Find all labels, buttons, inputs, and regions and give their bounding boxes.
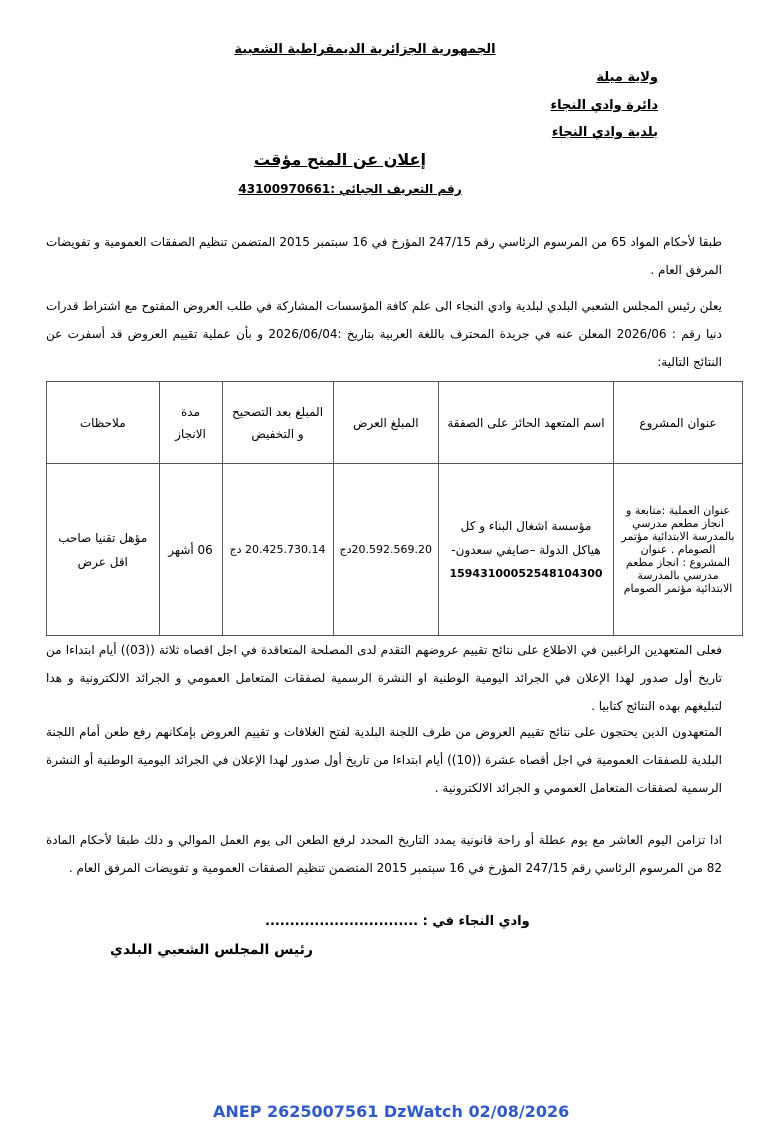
cell-amount: 20.592.569.20دج <box>333 464 438 636</box>
signature-place: وادي النجاء في : ............................... <box>265 914 530 929</box>
header-amount-after: المبلغ بعد التصحيح و التخفيض <box>222 382 333 464</box>
daira-line: دائرة وادي النجاء <box>550 98 658 113</box>
table-row <box>47 464 743 636</box>
cell-project: عنوان العملية :متابعة و انجاز مطعم مدرسي بالمدرسة الابتدائية مؤتمر الصومام . عنوان المشروع : انجاز مطعم مدرسي بالمدرسة الابتدائية مؤتمر الصومام <box>614 464 743 636</box>
intro-paragraph: طبقا لأحكام المواد 65 من المرسوم الرئاسي رقم 247/15 المؤرخ في 16 سبتمبر 2015 المتضمن تنظيم الصفقات العمومية و تفويضات المرفق العام . <box>46 235 722 277</box>
bidder-name: مؤسسة اشغال البناء و كل هياكل الدولة –صايفي سعدون- <box>451 518 601 557</box>
republic-heading: الجمهورية الجزائرية الديمقراطية الشعبية <box>234 42 496 57</box>
bidder-tax-id: 15943100052548104300 <box>449 566 603 580</box>
cell-duration: 06 أشهر <box>159 464 222 636</box>
commune-line: بلدية وادي النجاء <box>551 125 658 140</box>
header-project: عنوان المشروع <box>614 382 743 464</box>
header-bidder: اسم المتعهد الحائز على الصفقة <box>439 382 614 464</box>
cell-notes: مؤهل تقنيا صاحب اقل عرض <box>47 464 160 636</box>
document-title: إعلان عن المنح مؤقت <box>254 150 426 169</box>
holiday-paragraph: ادا تزامن اليوم العاشر مع يوم عطلة أو راحة قانونية يمدد التاريخ المحدد لرفع الطعن الى يوم العمل الموالي و دلك طبقا لأحكام المادة 82 من المرسوم الرئاسي رقم 247/15 المؤرخ في 16 سبتمبر 2015 المتضمن تنظيم الصفقات العمومية و تفويضات المرفق العام . <box>46 833 722 875</box>
table-header-row <box>47 382 743 464</box>
cell-bidder <box>439 464 614 636</box>
footer-reference: ANEP 2625007561 DzWatch 02/08/2026 <box>213 1102 570 1121</box>
wilaya-line: ولاية ميلة <box>596 70 658 85</box>
signature-signer: رئيس المجلس الشعبي البلدي <box>110 942 313 958</box>
results-paragraph: فعلى المتعهدين الراغبين في الاطلاع على نتائج تقييم عروضهم التقدم لدى المصلحة المتعاقدة في اجل اقصاه ثلاثة ((03)) أيام ابتداءا من تاريخ أول صدور لهدا الإعلان في الجرائد اليومية الوطنية او النشرة الرسمية لصفقات المتعامل العمومي و الجرائد الالكترونية و هدا لتبليغهم بهده النتائج كتابيا . <box>46 643 722 713</box>
tax-id-line: رقم التعريف الجبائي :43100970661 <box>238 182 462 196</box>
results-table <box>46 381 743 636</box>
announcement-paragraph: يعلن رئيس المجلس الشعبي البلدي لبلدية وادي النجاء الى علم كافة المؤسسات المشاركة في طلب العروض المفتوح مع اشتراط قدرات دنيا رقم : 2026/06 المعلن عنه في جريدة المحترف باللغة العربية بتاريخ :2026/06/04 و بأن عملية تقييم العروض قد أسفرت عن النتائج التالية: <box>46 299 722 369</box>
header-duration: مدة الانجاز <box>159 382 222 464</box>
header-amount: المبلغ العرض <box>333 382 438 464</box>
header-notes: ملاحظات <box>47 382 160 464</box>
appeal-paragraph: المتعهدون الدين يحتجون على نتائج تقييم العروض من طرف اللجنة البلدية لفتح الغلافات و تقييم العروض بإمكانهم رفع طعن أمام اللجنة البلدية للصفقات العمومية في اجل أقصاه عشرة ((10)) أيام ابتداءا من تاريخ أول صدور لهدا الإعلان في الجرائد اليومية الوطنية أو النشرة الرسمية لصفقات المتعامل العمومي و الجرائد الالكترونية . <box>46 725 722 795</box>
cell-amount-after: 20.425.730.14 دج <box>222 464 333 636</box>
